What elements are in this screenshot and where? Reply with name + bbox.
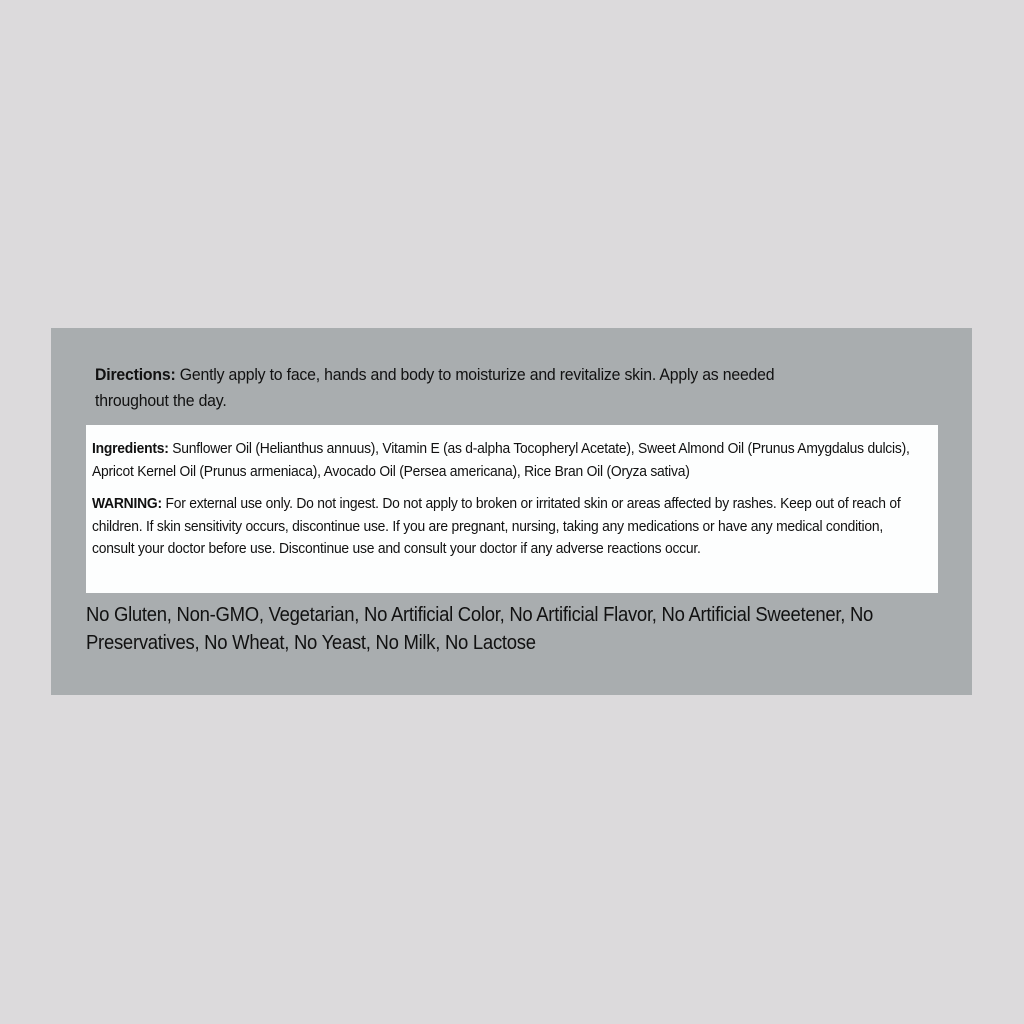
warning-heading: WARNING: — [92, 495, 162, 512]
free-from-claims: No Gluten, Non-GMO, Vegetarian, No Artificial Color, No Artificial Flavor, No Artificial Sweetener, No Preservatives, No Wheat, No Yeast, No Milk, No Lactose — [86, 604, 874, 654]
ingredients-section — [92, 438, 925, 483]
directions-section — [95, 362, 839, 414]
ingredients-warning-box — [86, 425, 938, 593]
ingredients-heading: Ingredients: — [92, 440, 169, 457]
ingredients-text: Sunflower Oil (Helianthus annuus), Vitamin E (as d-alpha Tocopheryl Acetate), Sweet Almond Oil (Prunus Amygdalus dulcis), Apricot Kernel Oil (Prunus armeniaca), Avocado Oil (Persea americana), Rice Bran Oil (Oryza sativa) — [92, 440, 910, 480]
directions-heading: Directions: — [95, 365, 176, 384]
warning-section — [92, 493, 925, 561]
directions-text: Gently apply to face, hands and body to moisturize and revitalize skin. Apply as needed throughout the day. — [95, 365, 775, 410]
product-label-panel — [51, 328, 972, 695]
warning-text: For external use only. Do not ingest. Do not apply to broken or irritated skin or areas affected by rashes. Keep out of reach of children. If skin sensitivity occurs, discontinue use. If you are pregnant, nursing, taking any medications or have any medical condition, consult your doctor before use. Discontinue use and consult your doctor if any adverse reactions occur. — [92, 495, 901, 557]
